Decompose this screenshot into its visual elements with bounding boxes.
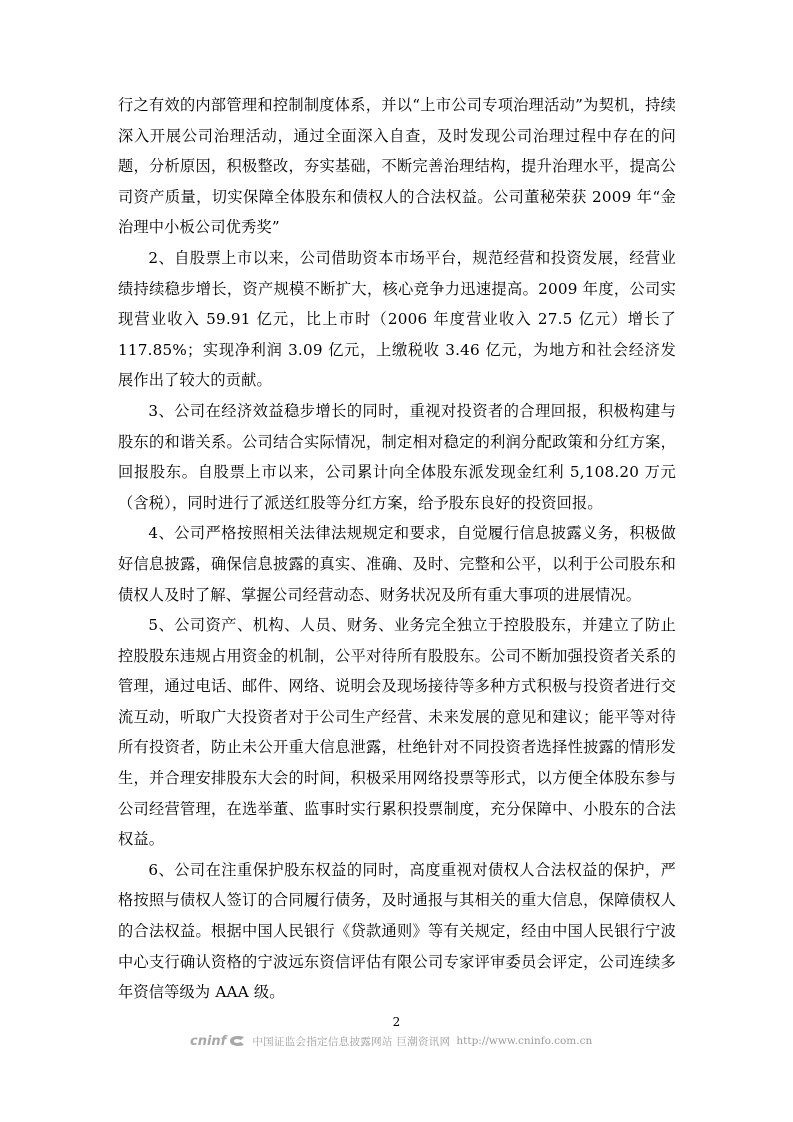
paragraph-item-6: 6、公司在注重保护股东权益的同时，高度重视对债权人合法权益的保护，严格按照与债权人签订的合同履行债务，及时通报与其相关的重大信息，保障债权人的合法权益。根据中国人民银行《贷款通则》等有关规定，经由中国人民银行宁波中心支行确认资格的宁波远东资信评估有限公司专家评审委员会评定，公司连续多年资信等级为 AAA 级。 <box>118 860 676 1002</box>
page-number: 2 <box>392 1015 401 1029</box>
paragraph-item-2: 2、自股票上市以来，公司借助资本市场平台，规范经营和投资发展，经营业绩持续稳步增长，资产规模不断扩大，核心竞争力迅速提高。2009 年度，公司实现营业收入 59.91 亿元，比上市时（2006 年度营业收入 27.5 亿元）增长了 117.85%；实现净利润 3.09 亿元，上缴税收 3.46 亿元，为地方和社会经济发展作出了较大的贡献。 <box>118 248 676 390</box>
footer-url[interactable]: http://www.cninfo.com.cn <box>456 1035 593 1047</box>
cninfo-logo <box>190 1034 246 1049</box>
paragraph-item-3: 3、公司在经济效益稳步增长的同时，重视对投资者的合理回报，积极构建与股东的和谐关系。公司结合实际情况，制定相对稳定的利润分配政策和分红方案，回报股东。自股票上市以来，公司累计向全体股东派发现金红利 5,108.20 万元（含税），同时进行了派送红股等分红方案，给予股东良好的投资回报。 <box>118 401 676 512</box>
paragraph-continued: 行之有效的内部管理和控制制度体系，并以“上市公司专项治理活动”为契机，持续深入开展公司治理活动，通过全面深入自查，及时发现公司治理过程中存在的问题，分析原因，积极整改，夯实基础，不断完善治理结构，提升治理水平，提高公司资产质量，切实保障全体股东和债权人的合法权益。公司董秘荣获 2009 年“金治理中小板公司优秀奖” <box>118 96 676 237</box>
logo-text: cninf <box>190 1033 227 1049</box>
body-text <box>118 90 676 1008</box>
footer <box>190 1030 630 1052</box>
cninfo-logo-icon <box>228 1034 246 1048</box>
paragraph-item-5: 5、公司资产、机构、人员、财务、业务完全独立于控股股东，并建立了防止控股股东违规占用资金的机制，公平对待所有股股东。公司不断加强投资者关系的管理，通过电话、邮件、网络、说明会及现场接待等多种方式积极与投资者进行交流互动，听取广大投资者对于公司生产经营、未来发展的意见和建议；能平等对待所有投资者，防止未公开重大信息泄露，杜绝针对不同投资者选择性披露的情形发生，并合理安排股东大会的时间，积极采用网络投票等形式，以方便全体股东参与公司经营管理，在选举董、监事时实行累积投票制度，充分保障中、小股东的合法权益。 <box>118 616 676 849</box>
footer-site-text: 中国证监会指定信息披露网站 巨潮资讯网 <box>252 1035 451 1048</box>
paragraph-item-4: 4、公司严格按照相关法律法规规定和要求，自觉履行信息披露义务，积极做好信息披露，确保信息披露的真实、准确、及时、完整和公平，以利于公司股东和债权人及时了解、掌握公司经营动态、财务状况及所有重大事项的进展情况。 <box>118 524 676 604</box>
